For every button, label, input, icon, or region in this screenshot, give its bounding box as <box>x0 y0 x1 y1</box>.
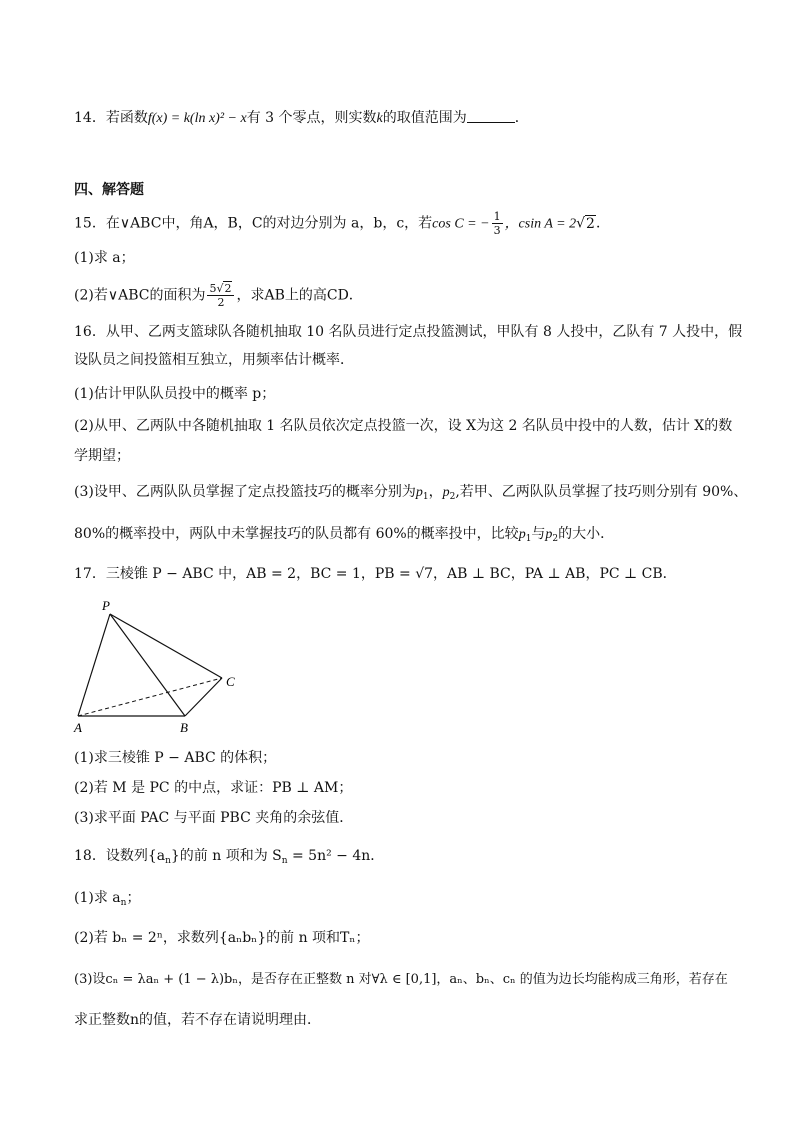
q16-p3-l2-p2: p <box>545 527 553 542</box>
q15-text-2: ，csin A = 2 <box>504 216 577 232</box>
q16-part-3-line-1 <box>74 482 748 507</box>
q15-root: 2 <box>586 215 595 232</box>
q16-p3-l2-sub2: 2 <box>552 534 559 544</box>
q18-sub-a: n <box>165 856 171 866</box>
q16-part-1: (1)估计甲队队员投中的概率 p； <box>74 386 276 402</box>
q18-sub-s: n <box>281 856 288 866</box>
q15-part-1: (1)求 a； <box>74 250 135 266</box>
q16-line-1: 16．从甲、乙两支篮球队各随机抽取 10 名队员进行定点投篮测试，甲队有 8 人投中，乙队有 7 人投中，假 <box>74 324 743 340</box>
q16-part-2-line-2: 学期望； <box>74 448 130 464</box>
q14-text-3: 的取值范围为 <box>382 110 467 126</box>
q16-p3-sub1: 1 <box>422 492 429 502</box>
edge-PC <box>110 614 222 678</box>
question-15 <box>74 210 734 237</box>
q15-p2-root: 2 <box>224 282 232 295</box>
q14-number: 14． <box>74 110 106 126</box>
q16-p3-p2: p <box>442 485 450 500</box>
q14-formula: f(x) = k(ln x)² − x <box>147 111 247 126</box>
q16-p3-p1: p <box>415 485 423 500</box>
label-C: C <box>226 674 235 689</box>
edge-PB <box>110 614 185 716</box>
question-14 <box>74 108 734 129</box>
pyramid-figure <box>70 598 250 738</box>
q17-part-2: (2)若 M 是 PC 的中点，求证：PB ⊥ AM； <box>74 780 353 796</box>
q15-p2-frac-den: 2 <box>217 296 225 309</box>
q16-line-2: 设队员之间投篮相互独立，用频率估计概率． <box>74 352 354 368</box>
q17-part-3: (3)求平面 PAC 与平面 PBC 夹角的余弦值． <box>74 810 354 826</box>
q16-p3-l2-text-b: 的大小． <box>558 526 615 542</box>
q16-part-2-line-1: (2)从甲、乙两队中各随机抽取 1 名队员依次定点投篮一次，设 X为这 2 名队员中投中的人数，估计 X的数 <box>74 418 733 434</box>
q15-cos: cos C = − <box>432 216 490 232</box>
q15-fraction <box>492 210 503 237</box>
q17-part-1: (1)求三棱锥 P − ABC 的体积； <box>74 750 277 766</box>
edge-PA <box>78 614 110 716</box>
q16-part-3-line-2 <box>74 524 734 549</box>
q15-text-3: ． <box>595 215 610 232</box>
q15-p2-frac-num: 5√2 <box>207 282 234 296</box>
sqrt-symbol: √ <box>576 215 586 232</box>
q16-p3-text-a: (3)设甲、乙两队队员掌握了定点投篮技巧的概率分别为 <box>74 484 416 500</box>
q18-part-1 <box>74 888 734 913</box>
q15-p2-num: 5 <box>209 282 217 295</box>
q16-p3-l2-sub1: 1 <box>525 534 532 544</box>
q14-k: k <box>376 111 383 126</box>
q18-part-3-line-1: (3)设cₙ = λaₙ + (1 − λ)bₙ，是否存在正整数 n 对∀λ ∈ [0,1]，aₙ、bₙ、cₙ 的值为边长均能构成三角形，若存在 <box>74 972 728 987</box>
q15-part-2 <box>74 282 734 309</box>
q18-part-2: (2)若 bₙ = 2ⁿ，求数列{aₙbₙ}的前 n 项和Tₙ； <box>74 930 370 946</box>
q18-p1-text: (1)求 a <box>74 890 121 906</box>
q15-frac-den: 3 <box>493 224 501 237</box>
q15-p2-text-a: (2)若∨ABC的面积为 <box>74 287 206 304</box>
answer-blank <box>467 110 515 123</box>
q15-p2-text-b: ，求AB上的高CD． <box>236 287 363 304</box>
q15-number: 15． <box>74 215 106 232</box>
q14-text-1: 若函数 <box>105 110 148 126</box>
section-heading: 四、解答题 <box>74 182 144 198</box>
q18-text-a: 18．设数列{a <box>74 848 166 864</box>
q16-p3-text-b: ,若甲、乙两队队员掌握了技巧则分别有 90%、 <box>455 484 748 500</box>
q16-p3-l2-mid: 与 <box>531 526 546 542</box>
q17-line-1: 17．三棱锥 P − ABC 中，AB = 2，BC = 1，PB = √7，AB ⊥ BC，PA ⊥ AB，PC ⊥ CB． <box>74 566 677 582</box>
q14-text-2: 有 3 个零点，则实数 <box>246 110 377 126</box>
label-B: B <box>180 720 188 735</box>
edge-BC <box>185 678 222 716</box>
q16-p3-mid: ， <box>428 484 443 500</box>
label-P: P <box>102 598 110 613</box>
q16-p3-l2-text-a: 80%的概率投中，两队中未掌握技巧的队员都有 60%的概率投中，比较 <box>74 526 519 542</box>
q16-p3-sub2: 2 <box>449 492 456 502</box>
q18-line-1 <box>74 846 734 871</box>
q18-p1-sub: n <box>120 898 127 908</box>
label-A: A <box>74 720 82 735</box>
edge-AC-hidden <box>78 678 222 716</box>
q18-text-c: = 5n² − 4n． <box>287 848 385 864</box>
q15-p2-fraction <box>207 282 234 309</box>
q18-p1-end: ； <box>126 890 141 906</box>
q16-p3-l2-p1: p <box>518 527 526 542</box>
q14-text-4: ． <box>514 110 529 126</box>
q15-frac-num: 1 <box>493 210 501 223</box>
q18-part-3-line-2: 求正整数n的值，若不存在请说明理由． <box>74 1012 322 1028</box>
q18-text-b: }的前 n 项和为 S <box>170 848 282 864</box>
q15-text-1: 在∨ABC中，角A，B，C的对边分别为 a，b，c，若 <box>105 215 433 232</box>
